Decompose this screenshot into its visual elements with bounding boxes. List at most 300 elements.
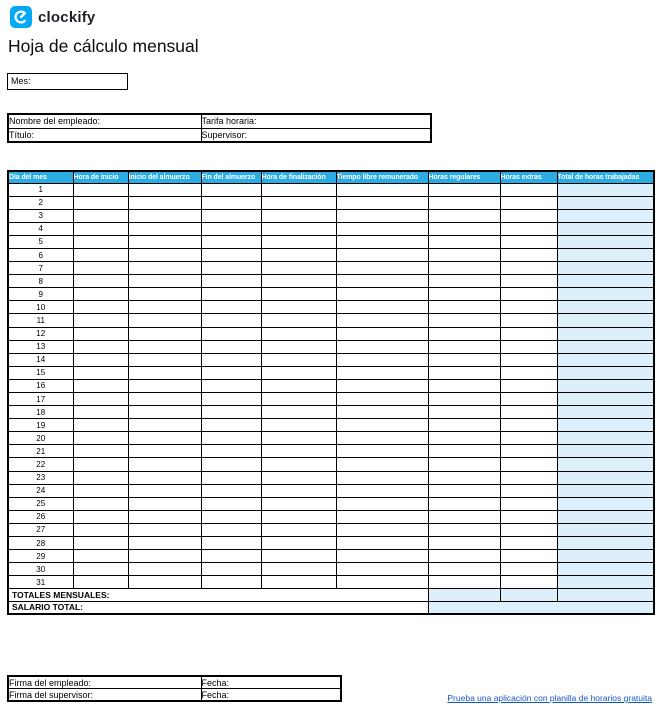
entry-cell[interactable] bbox=[428, 301, 500, 314]
entry-cell[interactable] bbox=[428, 458, 500, 471]
entry-cell[interactable] bbox=[557, 327, 654, 340]
col-header-pto: Tiempo libre remunerado bbox=[336, 171, 428, 183]
day-number-cell: 16 bbox=[8, 379, 73, 392]
entry-cell[interactable] bbox=[128, 222, 201, 235]
entry-cell[interactable] bbox=[500, 563, 557, 576]
entry-cell[interactable] bbox=[201, 209, 261, 222]
entry-cell[interactable] bbox=[128, 248, 201, 261]
entry-cell[interactable] bbox=[336, 471, 428, 484]
entry-cell[interactable] bbox=[201, 327, 261, 340]
entry-cell[interactable] bbox=[128, 262, 201, 275]
entry-cell[interactable] bbox=[557, 550, 654, 563]
entry-cell[interactable] bbox=[557, 353, 654, 366]
total-salary-cell[interactable] bbox=[428, 601, 654, 614]
entry-cell[interactable] bbox=[261, 222, 336, 235]
entry-cell[interactable] bbox=[336, 301, 428, 314]
entry-cell[interactable] bbox=[557, 235, 654, 248]
entry-cell[interactable] bbox=[201, 393, 261, 406]
entry-cell[interactable] bbox=[336, 366, 428, 379]
entry-cell[interactable] bbox=[128, 523, 201, 536]
entry-cell[interactable] bbox=[128, 327, 201, 340]
entry-cell[interactable] bbox=[428, 510, 500, 523]
entry-cell[interactable] bbox=[128, 563, 201, 576]
entry-cell[interactable] bbox=[336, 393, 428, 406]
table-row bbox=[8, 471, 654, 484]
entry-cell[interactable] bbox=[261, 550, 336, 563]
entry-cell[interactable] bbox=[557, 248, 654, 261]
day-number-cell: 11 bbox=[8, 314, 73, 327]
day-number-cell: 30 bbox=[8, 563, 73, 576]
table-row bbox=[8, 183, 654, 196]
entry-cell[interactable] bbox=[500, 340, 557, 353]
entry-cell[interactable] bbox=[73, 248, 128, 261]
total-regular-hours-cell[interactable] bbox=[428, 589, 500, 602]
entry-cell[interactable] bbox=[557, 510, 654, 523]
day-number-cell: 17 bbox=[8, 393, 73, 406]
entry-cell[interactable] bbox=[73, 497, 128, 510]
entry-cell[interactable] bbox=[201, 235, 261, 248]
entry-cell[interactable] bbox=[261, 497, 336, 510]
entry-cell[interactable] bbox=[336, 576, 428, 589]
entry-cell[interactable] bbox=[336, 183, 428, 196]
entry-cell[interactable] bbox=[500, 275, 557, 288]
entry-cell[interactable] bbox=[128, 510, 201, 523]
entry-cell[interactable] bbox=[500, 484, 557, 497]
day-number-cell: 1 bbox=[8, 183, 73, 196]
entry-cell[interactable] bbox=[557, 497, 654, 510]
entry-cell[interactable] bbox=[500, 209, 557, 222]
entry-cell[interactable] bbox=[73, 327, 128, 340]
day-number-cell: 14 bbox=[8, 353, 73, 366]
entry-cell[interactable] bbox=[557, 314, 654, 327]
entry-cell[interactable] bbox=[557, 196, 654, 209]
entry-cell[interactable] bbox=[557, 406, 654, 419]
entry-cell[interactable] bbox=[336, 327, 428, 340]
entry-cell[interactable] bbox=[128, 432, 201, 445]
entry-cell[interactable] bbox=[73, 484, 128, 497]
entry-cell[interactable] bbox=[128, 196, 201, 209]
entry-cell[interactable] bbox=[201, 222, 261, 235]
entry-cell[interactable] bbox=[428, 550, 500, 563]
entry-cell[interactable] bbox=[261, 183, 336, 196]
entry-cell[interactable] bbox=[261, 196, 336, 209]
entry-cell[interactable] bbox=[73, 196, 128, 209]
entry-cell[interactable] bbox=[73, 288, 128, 301]
entry-cell[interactable] bbox=[500, 406, 557, 419]
entry-cell[interactable] bbox=[336, 550, 428, 563]
entry-cell[interactable] bbox=[557, 209, 654, 222]
entry-cell[interactable] bbox=[500, 288, 557, 301]
entry-cell[interactable] bbox=[557, 445, 654, 458]
entry-cell[interactable] bbox=[557, 432, 654, 445]
entry-cell[interactable] bbox=[128, 484, 201, 497]
entry-cell[interactable] bbox=[428, 209, 500, 222]
entry-cell[interactable] bbox=[428, 379, 500, 392]
entry-cell[interactable] bbox=[557, 275, 654, 288]
entry-cell[interactable] bbox=[73, 445, 128, 458]
entry-cell[interactable] bbox=[336, 275, 428, 288]
job-title-field[interactable] bbox=[8, 128, 201, 142]
col-header-end-time: Hora de finalización bbox=[261, 171, 336, 183]
entry-cell[interactable] bbox=[336, 314, 428, 327]
entry-cell[interactable] bbox=[428, 366, 500, 379]
brand-wordmark: clockify bbox=[38, 8, 96, 26]
entry-cell[interactable] bbox=[336, 288, 428, 301]
entry-cell[interactable] bbox=[261, 563, 336, 576]
entry-cell[interactable] bbox=[557, 537, 654, 550]
entry-cell[interactable] bbox=[557, 366, 654, 379]
entry-cell[interactable] bbox=[128, 471, 201, 484]
entry-cell[interactable] bbox=[201, 353, 261, 366]
entry-cell[interactable] bbox=[428, 432, 500, 445]
entry-cell[interactable] bbox=[261, 458, 336, 471]
entry-cell[interactable] bbox=[557, 471, 654, 484]
entry-cell[interactable] bbox=[500, 537, 557, 550]
entry-cell[interactable] bbox=[201, 275, 261, 288]
entry-cell[interactable] bbox=[73, 209, 128, 222]
table-row bbox=[8, 406, 654, 419]
entry-cell[interactable] bbox=[261, 288, 336, 301]
entry-cell[interactable] bbox=[428, 471, 500, 484]
date-label: Fecha: bbox=[201, 689, 230, 700]
day-number-cell: 25 bbox=[8, 497, 73, 510]
entry-cell[interactable] bbox=[73, 563, 128, 576]
entry-cell[interactable] bbox=[201, 379, 261, 392]
try-timesheet-app-link[interactable]: Prueba una aplicación con planilla de horarios gratuita bbox=[447, 693, 652, 703]
entry-cell[interactable] bbox=[428, 275, 500, 288]
entry-cell[interactable] bbox=[128, 366, 201, 379]
monthly-totals-row bbox=[8, 589, 654, 602]
entry-cell[interactable] bbox=[201, 497, 261, 510]
entry-cell[interactable] bbox=[557, 262, 654, 275]
entry-cell[interactable] bbox=[128, 340, 201, 353]
header-row bbox=[8, 171, 654, 183]
entry-cell[interactable] bbox=[128, 379, 201, 392]
entry-cell[interactable] bbox=[428, 222, 500, 235]
entry-cell[interactable] bbox=[261, 209, 336, 222]
entry-cell[interactable] bbox=[557, 484, 654, 497]
entry-cell[interactable] bbox=[428, 262, 500, 275]
entry-cell[interactable] bbox=[428, 235, 500, 248]
table-row bbox=[8, 275, 654, 288]
entry-cell[interactable] bbox=[73, 406, 128, 419]
entry-cell[interactable] bbox=[336, 222, 428, 235]
entry-cell[interactable] bbox=[500, 301, 557, 314]
entry-cell[interactable] bbox=[500, 458, 557, 471]
entry-cell[interactable] bbox=[557, 458, 654, 471]
hourly-rate-field[interactable] bbox=[201, 114, 431, 128]
entry-cell[interactable] bbox=[336, 340, 428, 353]
entry-cell[interactable] bbox=[128, 419, 201, 432]
entry-cell[interactable] bbox=[500, 379, 557, 392]
entry-cell[interactable] bbox=[128, 288, 201, 301]
entry-cell[interactable] bbox=[336, 523, 428, 536]
entry-cell[interactable] bbox=[557, 393, 654, 406]
entry-cell[interactable] bbox=[336, 209, 428, 222]
entry-cell[interactable] bbox=[261, 301, 336, 314]
entry-cell[interactable] bbox=[500, 497, 557, 510]
entry-cell[interactable] bbox=[500, 393, 557, 406]
entry-cell[interactable] bbox=[201, 340, 261, 353]
entry-cell[interactable] bbox=[201, 458, 261, 471]
day-number-cell: 10 bbox=[8, 301, 73, 314]
col-header-lunch-end: Fin del almuerzo bbox=[201, 171, 261, 183]
entry-cell[interactable] bbox=[261, 353, 336, 366]
entry-cell[interactable] bbox=[336, 262, 428, 275]
entry-cell[interactable] bbox=[261, 484, 336, 497]
entry-cell[interactable] bbox=[336, 432, 428, 445]
entry-cell[interactable] bbox=[73, 235, 128, 248]
entry-cell[interactable] bbox=[336, 497, 428, 510]
col-header-total-hours: Total de horas trabajadas bbox=[557, 171, 654, 183]
entry-cell[interactable] bbox=[557, 523, 654, 536]
entry-cell[interactable] bbox=[201, 432, 261, 445]
entry-cell[interactable] bbox=[428, 327, 500, 340]
entry-cell[interactable] bbox=[500, 366, 557, 379]
entry-cell[interactable] bbox=[128, 445, 201, 458]
day-number-cell: 28 bbox=[8, 537, 73, 550]
entry-cell[interactable] bbox=[557, 340, 654, 353]
entry-cell[interactable] bbox=[128, 576, 201, 589]
entry-cell[interactable] bbox=[201, 471, 261, 484]
entry-cell[interactable] bbox=[261, 510, 336, 523]
table-row bbox=[8, 366, 654, 379]
entry-cell[interactable] bbox=[128, 314, 201, 327]
entry-cell[interactable] bbox=[557, 301, 654, 314]
entry-cell[interactable] bbox=[73, 432, 128, 445]
entry-cell[interactable] bbox=[73, 340, 128, 353]
month-field[interactable] bbox=[7, 73, 128, 90]
entry-cell[interactable] bbox=[557, 379, 654, 392]
entry-cell[interactable] bbox=[73, 366, 128, 379]
entry-cell[interactable] bbox=[261, 406, 336, 419]
entry-cell[interactable] bbox=[500, 183, 557, 196]
entry-cell[interactable] bbox=[336, 537, 428, 550]
entry-cell[interactable] bbox=[500, 222, 557, 235]
entry-cell[interactable] bbox=[428, 288, 500, 301]
entry-cell[interactable] bbox=[500, 314, 557, 327]
table-row bbox=[8, 301, 654, 314]
entry-cell[interactable] bbox=[500, 235, 557, 248]
entry-cell[interactable] bbox=[336, 235, 428, 248]
entry-cell[interactable] bbox=[261, 248, 336, 261]
month-label: Mes: bbox=[11, 76, 31, 86]
day-number-cell: 15 bbox=[8, 366, 73, 379]
day-number-cell: 27 bbox=[8, 523, 73, 536]
entry-cell[interactable] bbox=[73, 301, 128, 314]
entry-cell[interactable] bbox=[428, 537, 500, 550]
entry-cell[interactable] bbox=[428, 445, 500, 458]
table-row bbox=[8, 327, 654, 340]
entry-cell[interactable] bbox=[500, 248, 557, 261]
entry-cell[interactable] bbox=[500, 576, 557, 589]
entry-cell[interactable] bbox=[428, 406, 500, 419]
entry-cell[interactable] bbox=[201, 183, 261, 196]
entry-cell[interactable] bbox=[73, 510, 128, 523]
day-number-cell: 4 bbox=[8, 222, 73, 235]
entry-cell[interactable] bbox=[557, 222, 654, 235]
entry-cell[interactable] bbox=[500, 419, 557, 432]
entry-cell[interactable] bbox=[336, 445, 428, 458]
entry-cell[interactable] bbox=[500, 445, 557, 458]
entry-cell[interactable] bbox=[428, 314, 500, 327]
entry-cell[interactable] bbox=[261, 262, 336, 275]
entry-cell[interactable] bbox=[73, 222, 128, 235]
entry-cell[interactable] bbox=[201, 550, 261, 563]
entry-cell[interactable] bbox=[201, 366, 261, 379]
entry-cell[interactable] bbox=[201, 419, 261, 432]
entry-cell[interactable] bbox=[261, 327, 336, 340]
entry-cell[interactable] bbox=[557, 183, 654, 196]
entry-cell[interactable] bbox=[428, 523, 500, 536]
entry-cell[interactable] bbox=[73, 471, 128, 484]
entry-cell[interactable] bbox=[428, 484, 500, 497]
employee-info-table bbox=[7, 113, 432, 143]
entry-cell[interactable] bbox=[128, 353, 201, 366]
total-salary-row bbox=[8, 601, 654, 614]
supervisor-field[interactable] bbox=[201, 128, 431, 142]
total-hours-cell[interactable] bbox=[557, 589, 654, 602]
entry-cell[interactable] bbox=[336, 563, 428, 576]
entry-cell[interactable] bbox=[500, 523, 557, 536]
entry-cell[interactable] bbox=[428, 393, 500, 406]
entry-cell[interactable] bbox=[73, 523, 128, 536]
entry-cell[interactable] bbox=[73, 393, 128, 406]
entry-cell[interactable] bbox=[201, 288, 261, 301]
entry-cell[interactable] bbox=[201, 248, 261, 261]
entry-cell[interactable] bbox=[201, 484, 261, 497]
entry-cell[interactable] bbox=[201, 406, 261, 419]
entry-cell[interactable] bbox=[128, 275, 201, 288]
entry-cell[interactable] bbox=[428, 563, 500, 576]
entry-cell[interactable] bbox=[261, 366, 336, 379]
monthly-totals-label: TOTALES MENSUALES: bbox=[8, 589, 428, 602]
entry-cell[interactable] bbox=[428, 419, 500, 432]
entry-cell[interactable] bbox=[428, 353, 500, 366]
hourly-rate-label: Tarifa horaria: bbox=[201, 116, 257, 127]
entry-cell[interactable] bbox=[500, 327, 557, 340]
entry-cell[interactable] bbox=[557, 563, 654, 576]
entry-cell[interactable] bbox=[261, 314, 336, 327]
entry-cell[interactable] bbox=[336, 510, 428, 523]
day-number-cell: 9 bbox=[8, 288, 73, 301]
entry-cell[interactable] bbox=[201, 445, 261, 458]
entry-cell[interactable] bbox=[128, 406, 201, 419]
total-overtime-cell[interactable] bbox=[500, 589, 557, 602]
entry-cell[interactable] bbox=[201, 314, 261, 327]
entry-cell[interactable] bbox=[201, 510, 261, 523]
entry-cell[interactable] bbox=[500, 510, 557, 523]
entry-cell[interactable] bbox=[201, 563, 261, 576]
entry-cell[interactable] bbox=[500, 353, 557, 366]
entry-cell[interactable] bbox=[500, 432, 557, 445]
entry-cell[interactable] bbox=[201, 196, 261, 209]
entry-cell[interactable] bbox=[73, 262, 128, 275]
entry-cell[interactable] bbox=[128, 550, 201, 563]
entry-cell[interactable] bbox=[557, 419, 654, 432]
date-label: Fecha: bbox=[201, 677, 230, 688]
entry-cell[interactable] bbox=[428, 248, 500, 261]
entry-cell[interactable] bbox=[428, 576, 500, 589]
entry-cell[interactable] bbox=[336, 458, 428, 471]
entry-cell[interactable] bbox=[500, 471, 557, 484]
entry-cell[interactable] bbox=[128, 393, 201, 406]
entry-cell[interactable] bbox=[128, 235, 201, 248]
entry-cell[interactable] bbox=[73, 550, 128, 563]
entry-cell[interactable] bbox=[128, 183, 201, 196]
entry-cell[interactable] bbox=[73, 419, 128, 432]
entry-cell[interactable] bbox=[336, 406, 428, 419]
entry-cell[interactable] bbox=[201, 523, 261, 536]
entry-cell[interactable] bbox=[201, 537, 261, 550]
entry-cell[interactable] bbox=[73, 314, 128, 327]
entry-cell[interactable] bbox=[261, 445, 336, 458]
entry-cell[interactable] bbox=[261, 340, 336, 353]
entry-cell[interactable] bbox=[261, 471, 336, 484]
entry-cell[interactable] bbox=[336, 484, 428, 497]
entry-cell[interactable] bbox=[261, 419, 336, 432]
entry-cell[interactable] bbox=[428, 196, 500, 209]
entry-cell[interactable] bbox=[261, 523, 336, 536]
entry-cell[interactable] bbox=[201, 576, 261, 589]
entry-cell[interactable] bbox=[201, 301, 261, 314]
entry-cell[interactable] bbox=[261, 576, 336, 589]
day-number-cell: 12 bbox=[8, 327, 73, 340]
col-header-start-time: Hora de inicio bbox=[73, 171, 128, 183]
entry-cell[interactable] bbox=[557, 288, 654, 301]
entry-cell[interactable] bbox=[261, 393, 336, 406]
entry-cell[interactable] bbox=[73, 353, 128, 366]
entry-cell[interactable] bbox=[336, 419, 428, 432]
entry-cell[interactable] bbox=[428, 497, 500, 510]
table-row bbox=[8, 353, 654, 366]
entry-cell[interactable] bbox=[73, 458, 128, 471]
clockify-logo-icon bbox=[10, 6, 32, 28]
entry-cell[interactable] bbox=[261, 379, 336, 392]
supervisor-signature-label: Firma del supervisor: bbox=[9, 689, 94, 700]
entry-cell[interactable] bbox=[128, 458, 201, 471]
entry-cell[interactable] bbox=[128, 497, 201, 510]
entry-cell[interactable] bbox=[336, 353, 428, 366]
entry-cell[interactable] bbox=[73, 379, 128, 392]
entry-cell[interactable] bbox=[500, 196, 557, 209]
entry-cell[interactable] bbox=[261, 235, 336, 248]
employee-signature-date-field[interactable] bbox=[201, 676, 341, 689]
entry-cell[interactable] bbox=[128, 209, 201, 222]
entry-cell[interactable] bbox=[73, 537, 128, 550]
entry-cell[interactable] bbox=[201, 262, 261, 275]
entry-cell[interactable] bbox=[336, 379, 428, 392]
entry-cell[interactable] bbox=[261, 537, 336, 550]
entry-cell[interactable] bbox=[336, 196, 428, 209]
entry-cell[interactable] bbox=[336, 248, 428, 261]
entry-cell[interactable] bbox=[261, 275, 336, 288]
entry-cell[interactable] bbox=[428, 183, 500, 196]
employee-name-field[interactable] bbox=[8, 114, 201, 128]
employee-signature-field[interactable] bbox=[8, 676, 201, 689]
employee-name-label: Nombre del empleado: bbox=[9, 116, 101, 127]
entry-cell[interactable] bbox=[73, 576, 128, 589]
entry-cell[interactable] bbox=[500, 262, 557, 275]
entry-cell[interactable] bbox=[128, 537, 201, 550]
entry-cell[interactable] bbox=[261, 432, 336, 445]
entry-cell[interactable] bbox=[500, 550, 557, 563]
entry-cell[interactable] bbox=[557, 576, 654, 589]
entry-cell[interactable] bbox=[128, 301, 201, 314]
entry-cell[interactable] bbox=[73, 275, 128, 288]
entry-cell[interactable] bbox=[73, 183, 128, 196]
entry-cell[interactable] bbox=[428, 340, 500, 353]
